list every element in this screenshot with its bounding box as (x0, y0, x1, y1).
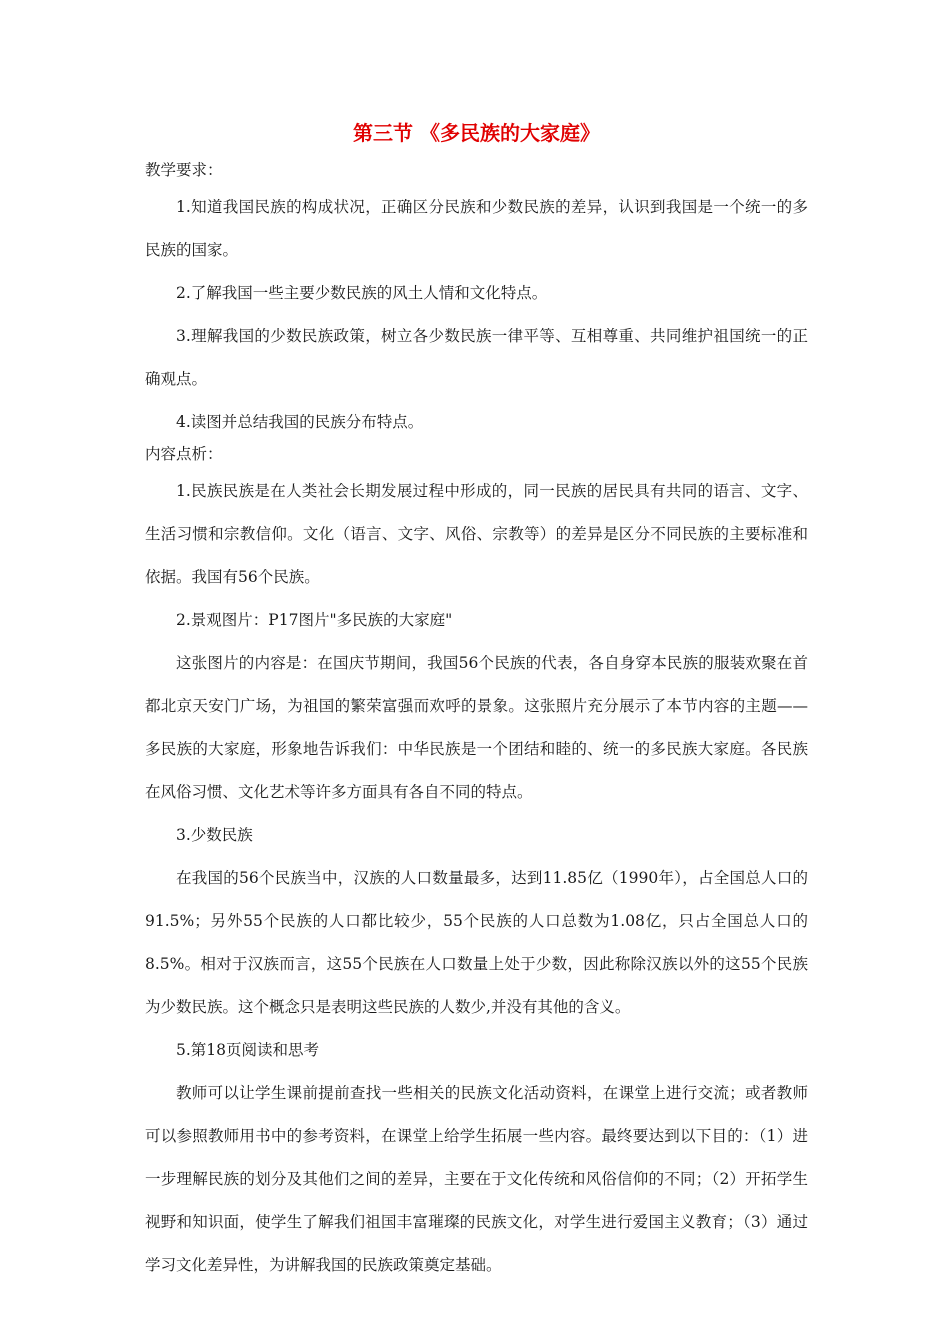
analysis-paragraph: 教师可以让学生课前提前查找一些相关的民族文化活动资料，在课堂上进行交流；或者教师可以参照教师用书中的参考资料，在课堂上给学生拓展一些内容。最终要达到以下目的：（1）进一步理解民族的划分及其他们之间的差异，主要在于文化传统和风俗信仰的不同；（2）开拓学生视野和知识面，使学生了解我们祖国丰富璀璨的民族文化，对学生进行爱国主义教育；（3）通过学习文化差异性，为讲解我国的民族政策奠定基础。 (145, 1084, 808, 1274)
section-heading-requirements: 教学要求： (145, 161, 223, 179)
analysis-paragraph: 在我国的56个民族当中，汉族的人口数量最多，达到11.85亿（1990年），占全国总人口的91.5%；另外55个民族的人口都比较少，55个民族的人口总数为1.08亿，只占全国总人口的8.5%。相对于汉族而言，这55个民族在人口数量上处于少数，因此称除汉族以外的这55个民族为少数民族。这个概念只是表明这些民族的人数少,并没有其他的含义。 (145, 869, 808, 1016)
requirement-paragraph: 2.了解我国一些主要少数民族的风土人情和文化特点。 (176, 284, 548, 302)
analysis-paragraph: 5.第18页阅读和思考 (176, 1041, 320, 1059)
analysis-paragraph: 这张图片的内容是：在国庆节期间，我国56个民族的代表，各自身穿本民族的服装欢聚在首都北京天安门广场，为祖国的繁荣富强而欢呼的景象。这张照片充分展示了本节内容的主题——多民族的大家庭，形象地告诉我们：中华民族是一个团结和睦的、统一的多民族大家庭。各民族在风俗习惯、文化艺术等许多方面具有各自不同的特点。 (145, 654, 808, 801)
requirement-paragraph: 1.知道我国民族的构成状况，正确区分民族和少数民族的差异，认识到我国是一个统一的多民族的国家。 (145, 198, 808, 259)
requirement-paragraph: 4.读图并总结我国的民族分布特点。 (176, 413, 424, 431)
section-heading-analysis: 内容点析： (145, 445, 223, 463)
page-title: 第三节 《多民族的大家庭》 (353, 121, 600, 145)
analysis-paragraph: 3.少数民族 (176, 826, 253, 844)
requirement-paragraph: 3.理解我国的少数民族政策，树立各少数民族一律平等、互相尊重、共同维护祖国统一的正确观点。 (145, 327, 808, 388)
analysis-paragraph: 1.民族民族是在人类社会长期发展过程中形成的，同一民族的居民具有共同的语言、文字、生活习惯和宗教信仰。文化（语言、文字、风俗、宗教等）的差异是区分不同民族的主要标准和依据。我国有56个民族。 (145, 482, 808, 586)
document-content (145, 118, 808, 1287)
analysis-paragraph: 2.景观图片：P17图片"多民族的大家庭" (176, 611, 453, 629)
